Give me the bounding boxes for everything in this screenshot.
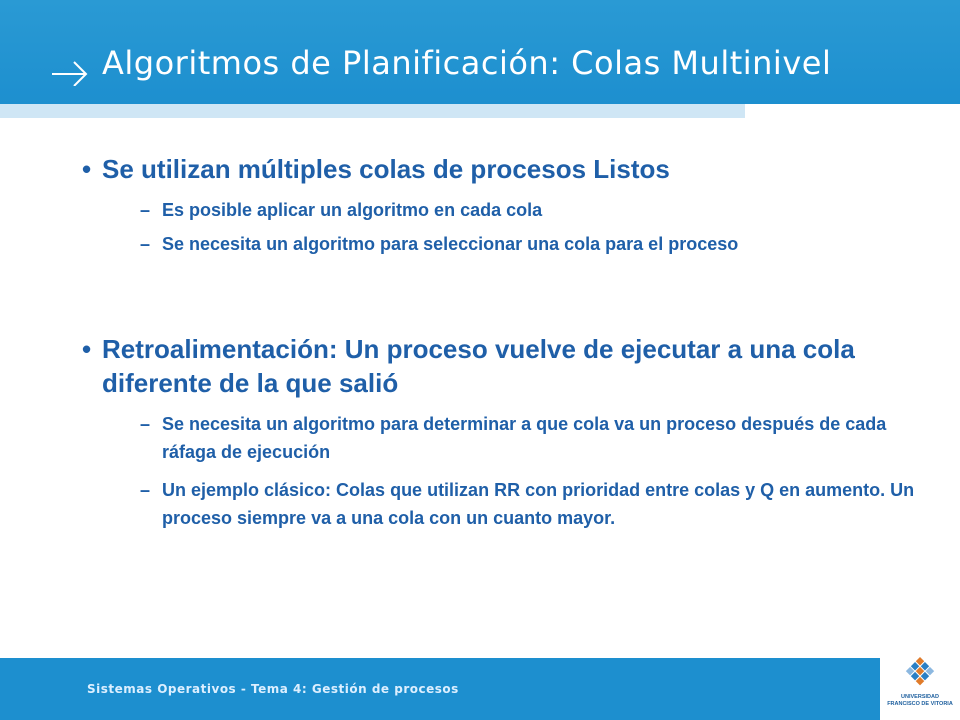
logo-line1: UNIVERSIDAD xyxy=(901,694,939,700)
arrow-right-icon xyxy=(50,54,90,86)
sub-bullet-text: Se necesita un algoritmo para determinar a que cola va un proceso después de cada ráfaga de ejecución xyxy=(162,414,887,462)
sub-bullet-text: Es posible aplicar un algoritmo en cada cola xyxy=(162,200,543,220)
sub-bullet-symbol: – xyxy=(140,234,151,254)
sub-bullet-item xyxy=(140,230,840,258)
footer-text: Sistemas Operativos - Tema 4: Gestión de procesos xyxy=(87,682,459,696)
university-logo xyxy=(880,650,960,720)
university-logo-icon xyxy=(902,656,938,692)
slide-title: Algoritmos de Planificación: Colas Multinivel xyxy=(102,44,832,82)
sub-bullet-item xyxy=(140,476,915,532)
bullet-item xyxy=(82,332,912,400)
bullet-symbol: • xyxy=(82,334,92,364)
bullet-item xyxy=(82,152,912,186)
bullet-text: Se utilizan múltiples colas de procesos Listos xyxy=(102,154,670,184)
logo-line2: FRANCISCO DE VITORIA xyxy=(887,700,953,707)
sub-bullet-symbol: – xyxy=(140,200,151,220)
sub-bullet-symbol: – xyxy=(140,480,151,500)
sub-bullet-item xyxy=(140,196,940,224)
header-strip xyxy=(0,104,745,118)
bullet-text: Retroalimentación: Un proceso vuelve de ejecutar a una cola diferente de la que salió xyxy=(102,334,855,398)
sub-bullet-item xyxy=(140,410,940,466)
sub-bullet-text: Un ejemplo clásico: Colas que utilizan RR con prioridad entre colas y Q en aumento. Un proceso siempre va a una cola con un cuanto mayor. xyxy=(162,480,915,528)
bullet-symbol: • xyxy=(82,154,92,184)
logo-text xyxy=(880,694,960,707)
header-strip-right xyxy=(745,104,960,118)
sub-bullet-text: Se necesita un algoritmo para seleccionar una cola para el proceso xyxy=(162,234,739,254)
sub-bullet-symbol: – xyxy=(140,414,151,434)
